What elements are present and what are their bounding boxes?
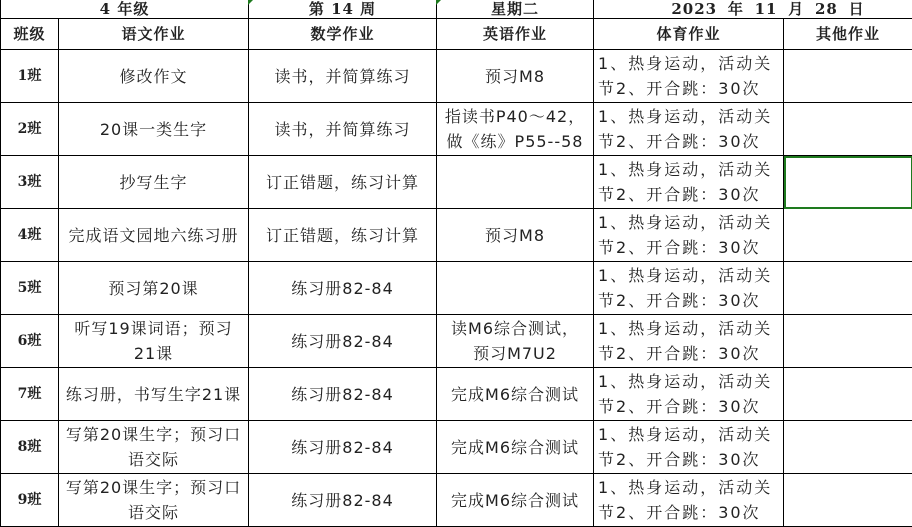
math-homework-cell[interactable]: 订正错题，练习计算	[249, 209, 437, 262]
date-cell[interactable]	[594, 0, 912, 19]
math-homework-cell[interactable]: 练习册82-84	[249, 315, 437, 368]
chinese-homework-cell[interactable]: 写第20课生字；预习口语交际	[59, 474, 249, 527]
week-cell[interactable]: 第 14 周	[249, 0, 437, 19]
class-cell[interactable]: 3班	[1, 156, 59, 209]
title-row	[1, 0, 912, 19]
english-homework-cell[interactable]: 读M6综合测试，预习M7U2	[437, 315, 594, 368]
date-month: 11	[755, 0, 778, 18]
chinese-homework-cell[interactable]: 20课一类生字	[59, 103, 249, 156]
header-chinese[interactable]: 语文作业	[59, 19, 249, 50]
english-homework-cell[interactable]: 预习M8	[437, 209, 594, 262]
pe-homework-cell[interactable]: 1、热身运动，活动关节2、开合跳：30次	[594, 50, 784, 103]
other-homework-cell[interactable]	[784, 156, 912, 209]
class-cell[interactable]: 7班	[1, 368, 59, 421]
other-homework-cell[interactable]	[784, 315, 912, 368]
class-cell[interactable]: 8班	[1, 421, 59, 474]
other-homework-cell[interactable]	[784, 368, 912, 421]
chinese-homework-cell[interactable]: 听写19课词语；预习21课	[59, 315, 249, 368]
table-row	[1, 474, 912, 527]
math-homework-cell[interactable]: 订正错题，练习计算	[249, 156, 437, 209]
chinese-homework-cell[interactable]: 完成语文园地六练习册	[59, 209, 249, 262]
table-row	[1, 103, 912, 156]
other-homework-cell[interactable]	[784, 474, 912, 527]
other-homework-cell[interactable]	[784, 103, 912, 156]
table-row	[1, 156, 912, 209]
other-homework-cell[interactable]	[784, 262, 912, 315]
cell-comment-marker	[436, 0, 441, 5]
math-homework-cell[interactable]: 读书，并简算练习	[249, 50, 437, 103]
english-homework-cell[interactable]: 预习M8	[437, 50, 594, 103]
pe-homework-cell[interactable]: 1、热身运动，活动关节2、开合跳：30次	[594, 474, 784, 527]
header-pe[interactable]: 体育作业	[594, 19, 784, 50]
chinese-homework-cell[interactable]: 修改作文	[59, 50, 249, 103]
date-year-unit: 年	[728, 0, 744, 18]
pe-homework-cell[interactable]: 1、热身运动，活动关节2、开合跳：30次	[594, 103, 784, 156]
other-homework-cell[interactable]	[784, 421, 912, 474]
grade-cell[interactable]: 4 年级	[1, 0, 249, 19]
date-day: 28	[815, 0, 838, 18]
weekday-cell[interactable]: 星期二	[437, 0, 594, 19]
english-homework-cell[interactable]	[437, 262, 594, 315]
pe-homework-cell[interactable]: 1、热身运动，活动关节2、开合跳：30次	[594, 421, 784, 474]
chinese-homework-cell[interactable]: 预习第20课	[59, 262, 249, 315]
table-row	[1, 315, 912, 368]
pe-homework-cell[interactable]: 1、热身运动，活动关节2、开合跳：30次	[594, 209, 784, 262]
header-row	[1, 19, 912, 50]
math-homework-cell[interactable]: 读书，并简算练习	[249, 103, 437, 156]
date-year: 2023	[671, 0, 717, 18]
header-other[interactable]: 其他作业	[784, 19, 912, 50]
class-cell[interactable]: 6班	[1, 315, 59, 368]
english-homework-cell[interactable]: 完成M6综合测试	[437, 474, 594, 527]
other-homework-cell[interactable]	[784, 209, 912, 262]
class-cell[interactable]: 1班	[1, 50, 59, 103]
english-homework-cell[interactable]: 完成M6综合测试	[437, 368, 594, 421]
math-homework-cell[interactable]: 练习册82-84	[249, 474, 437, 527]
class-cell[interactable]: 5班	[1, 262, 59, 315]
english-homework-cell[interactable]: 完成M6综合测试	[437, 421, 594, 474]
pe-homework-cell[interactable]: 1、热身运动，活动关节2、开合跳：30次	[594, 262, 784, 315]
table-row	[1, 368, 912, 421]
math-homework-cell[interactable]: 练习册82-84	[249, 262, 437, 315]
date-day-unit: 日	[849, 0, 865, 18]
english-homework-cell[interactable]: 指读书P40～42，做《练》P55--58	[437, 103, 594, 156]
english-homework-cell[interactable]	[437, 156, 594, 209]
table-row	[1, 421, 912, 474]
chinese-homework-cell[interactable]: 抄写生字	[59, 156, 249, 209]
class-cell[interactable]: 9班	[1, 474, 59, 527]
chinese-homework-cell[interactable]: 写第20课生字；预习口语交际	[59, 421, 249, 474]
header-class[interactable]: 班级	[1, 19, 59, 50]
other-homework-cell[interactable]	[784, 50, 912, 103]
pe-homework-cell[interactable]: 1、热身运动，活动关节2、开合跳：30次	[594, 368, 784, 421]
math-homework-cell[interactable]: 练习册82-84	[249, 368, 437, 421]
chinese-homework-cell[interactable]: 练习册，书写生字21课	[59, 368, 249, 421]
header-english[interactable]: 英语作业	[437, 19, 594, 50]
math-homework-cell[interactable]: 练习册82-84	[249, 421, 437, 474]
class-cell[interactable]: 2班	[1, 103, 59, 156]
date-month-unit: 月	[788, 0, 804, 18]
table-row	[1, 262, 912, 315]
pe-homework-cell[interactable]: 1、热身运动，活动关节2、开合跳：30次	[594, 156, 784, 209]
table-row	[1, 50, 912, 103]
pe-homework-cell[interactable]: 1、热身运动，活动关节2、开合跳：30次	[594, 315, 784, 368]
header-math[interactable]: 数学作业	[249, 19, 437, 50]
table-row	[1, 209, 912, 262]
cell-comment-marker	[248, 0, 253, 5]
class-cell[interactable]: 4班	[1, 209, 59, 262]
